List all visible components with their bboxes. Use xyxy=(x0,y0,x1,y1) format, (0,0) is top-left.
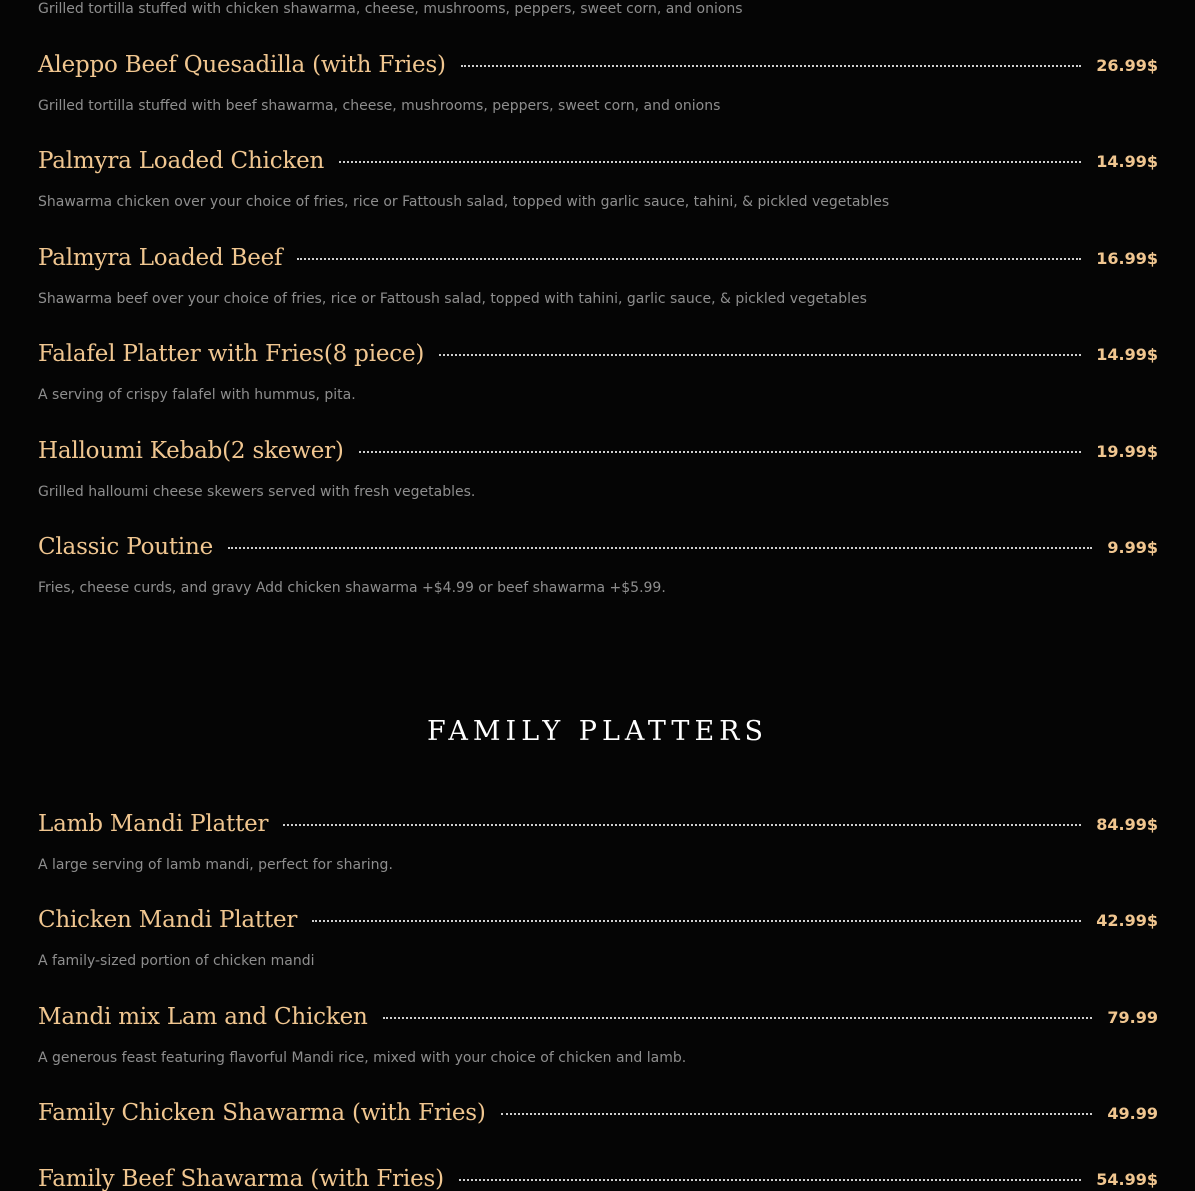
item-name: Family Chicken Shawarma (with Fries) xyxy=(38,1100,486,1126)
dotted-leader xyxy=(339,161,1081,163)
menu-item-row xyxy=(38,241,1158,275)
item-description: Shawarma beef over your choice of fries, rice or Fattoush salad, topped with tahini, garlic sauce, & pickled vegetables xyxy=(38,291,867,307)
menu-item xyxy=(38,1162,1158,1191)
item-description: A large serving of lamb mandi, perfect for sharing. xyxy=(38,857,393,873)
item-price: 54.99$ xyxy=(1096,1169,1158,1189)
item-price: 14.99$ xyxy=(1096,344,1158,364)
item-description: Grilled tortilla stuffed with chicken shawarma, cheese, mushrooms, peppers, sweet corn, and onions xyxy=(38,1,743,17)
menu-item xyxy=(38,48,1158,115)
item-price: 19.99$ xyxy=(1096,441,1158,461)
item-name: Palmyra Loaded Chicken xyxy=(38,148,325,174)
item-price: 49.99 xyxy=(1107,1103,1158,1123)
menu-item xyxy=(38,903,1158,970)
menu-item-row xyxy=(38,903,1158,937)
item-name: Aleppo Beef Quesadilla (with Fries) xyxy=(38,52,446,78)
menu-item-row xyxy=(38,1000,1158,1034)
item-name: Lamb Mandi Platter xyxy=(38,811,269,837)
item-price: 42.99$ xyxy=(1096,910,1158,930)
menu-item xyxy=(38,241,1158,308)
item-description: Grilled halloumi cheese skewers served with fresh vegetables. xyxy=(38,484,476,500)
item-name: Palmyra Loaded Beef xyxy=(38,245,283,271)
menu-item-row xyxy=(38,807,1158,841)
menu-item-row xyxy=(38,530,1158,564)
menu-item-row xyxy=(38,48,1158,82)
item-price: 26.99$ xyxy=(1096,55,1158,75)
dotted-leader xyxy=(228,547,1092,549)
item-description: Grilled tortilla stuffed with beef shawarma, cheese, mushrooms, peppers, sweet corn, and onions xyxy=(38,98,721,114)
item-description: Fries, cheese curds, and gravy Add chicken shawarma +$4.99 or beef shawarma +$5.99. xyxy=(38,580,666,596)
item-description: A family-sized portion of chicken mandi xyxy=(38,953,315,969)
item-price: 79.99 xyxy=(1107,1007,1158,1027)
item-name: Family Beef Shawarma (with Fries) xyxy=(38,1166,444,1191)
item-description: Shawarma chicken over your choice of fries, rice or Fattoush salad, topped with garlic sauce, tahini, & pickled vegetables xyxy=(38,194,890,210)
dotted-leader xyxy=(359,451,1082,453)
item-price: 16.99$ xyxy=(1096,248,1158,268)
dotted-leader xyxy=(459,1179,1081,1181)
menu-item-row xyxy=(38,434,1158,468)
menu-item xyxy=(38,807,1158,874)
dotted-leader xyxy=(283,824,1081,826)
dotted-leader xyxy=(383,1017,1093,1019)
menu-item-row xyxy=(38,337,1158,371)
menu-item-row xyxy=(38,144,1158,178)
menu-item-row xyxy=(38,1096,1158,1130)
menu-item xyxy=(38,337,1158,404)
dotted-leader xyxy=(461,65,1081,67)
item-price: 84.99$ xyxy=(1096,814,1158,834)
dotted-leader xyxy=(297,258,1081,260)
item-name: Mandi mix Lam and Chicken xyxy=(38,1004,368,1030)
item-name: Halloumi Kebab(2 skewer) xyxy=(38,438,344,464)
item-price: 9.99$ xyxy=(1107,537,1158,557)
menu-item xyxy=(38,434,1158,501)
item-name: Falafel Platter with Fries(8 piece) xyxy=(38,341,425,367)
menu-item-row xyxy=(38,1162,1158,1191)
item-description: A generous feast featuring flavorful Mandi rice, mixed with your choice of chicken and lamb. xyxy=(38,1050,687,1066)
item-description: A serving of crispy falafel with hummus, pita. xyxy=(38,387,356,403)
section-title-family-platters: FAMILY PLATTERS xyxy=(427,716,768,747)
item-price: 14.99$ xyxy=(1096,151,1158,171)
menu-item xyxy=(38,1096,1158,1130)
menu-item xyxy=(38,144,1158,211)
dotted-leader xyxy=(501,1113,1093,1115)
menu-item xyxy=(38,530,1158,597)
item-name: Classic Poutine xyxy=(38,534,214,560)
dotted-leader xyxy=(312,920,1081,922)
dotted-leader xyxy=(439,354,1081,356)
item-name: Chicken Mandi Platter xyxy=(38,907,298,933)
menu-item xyxy=(38,1000,1158,1067)
